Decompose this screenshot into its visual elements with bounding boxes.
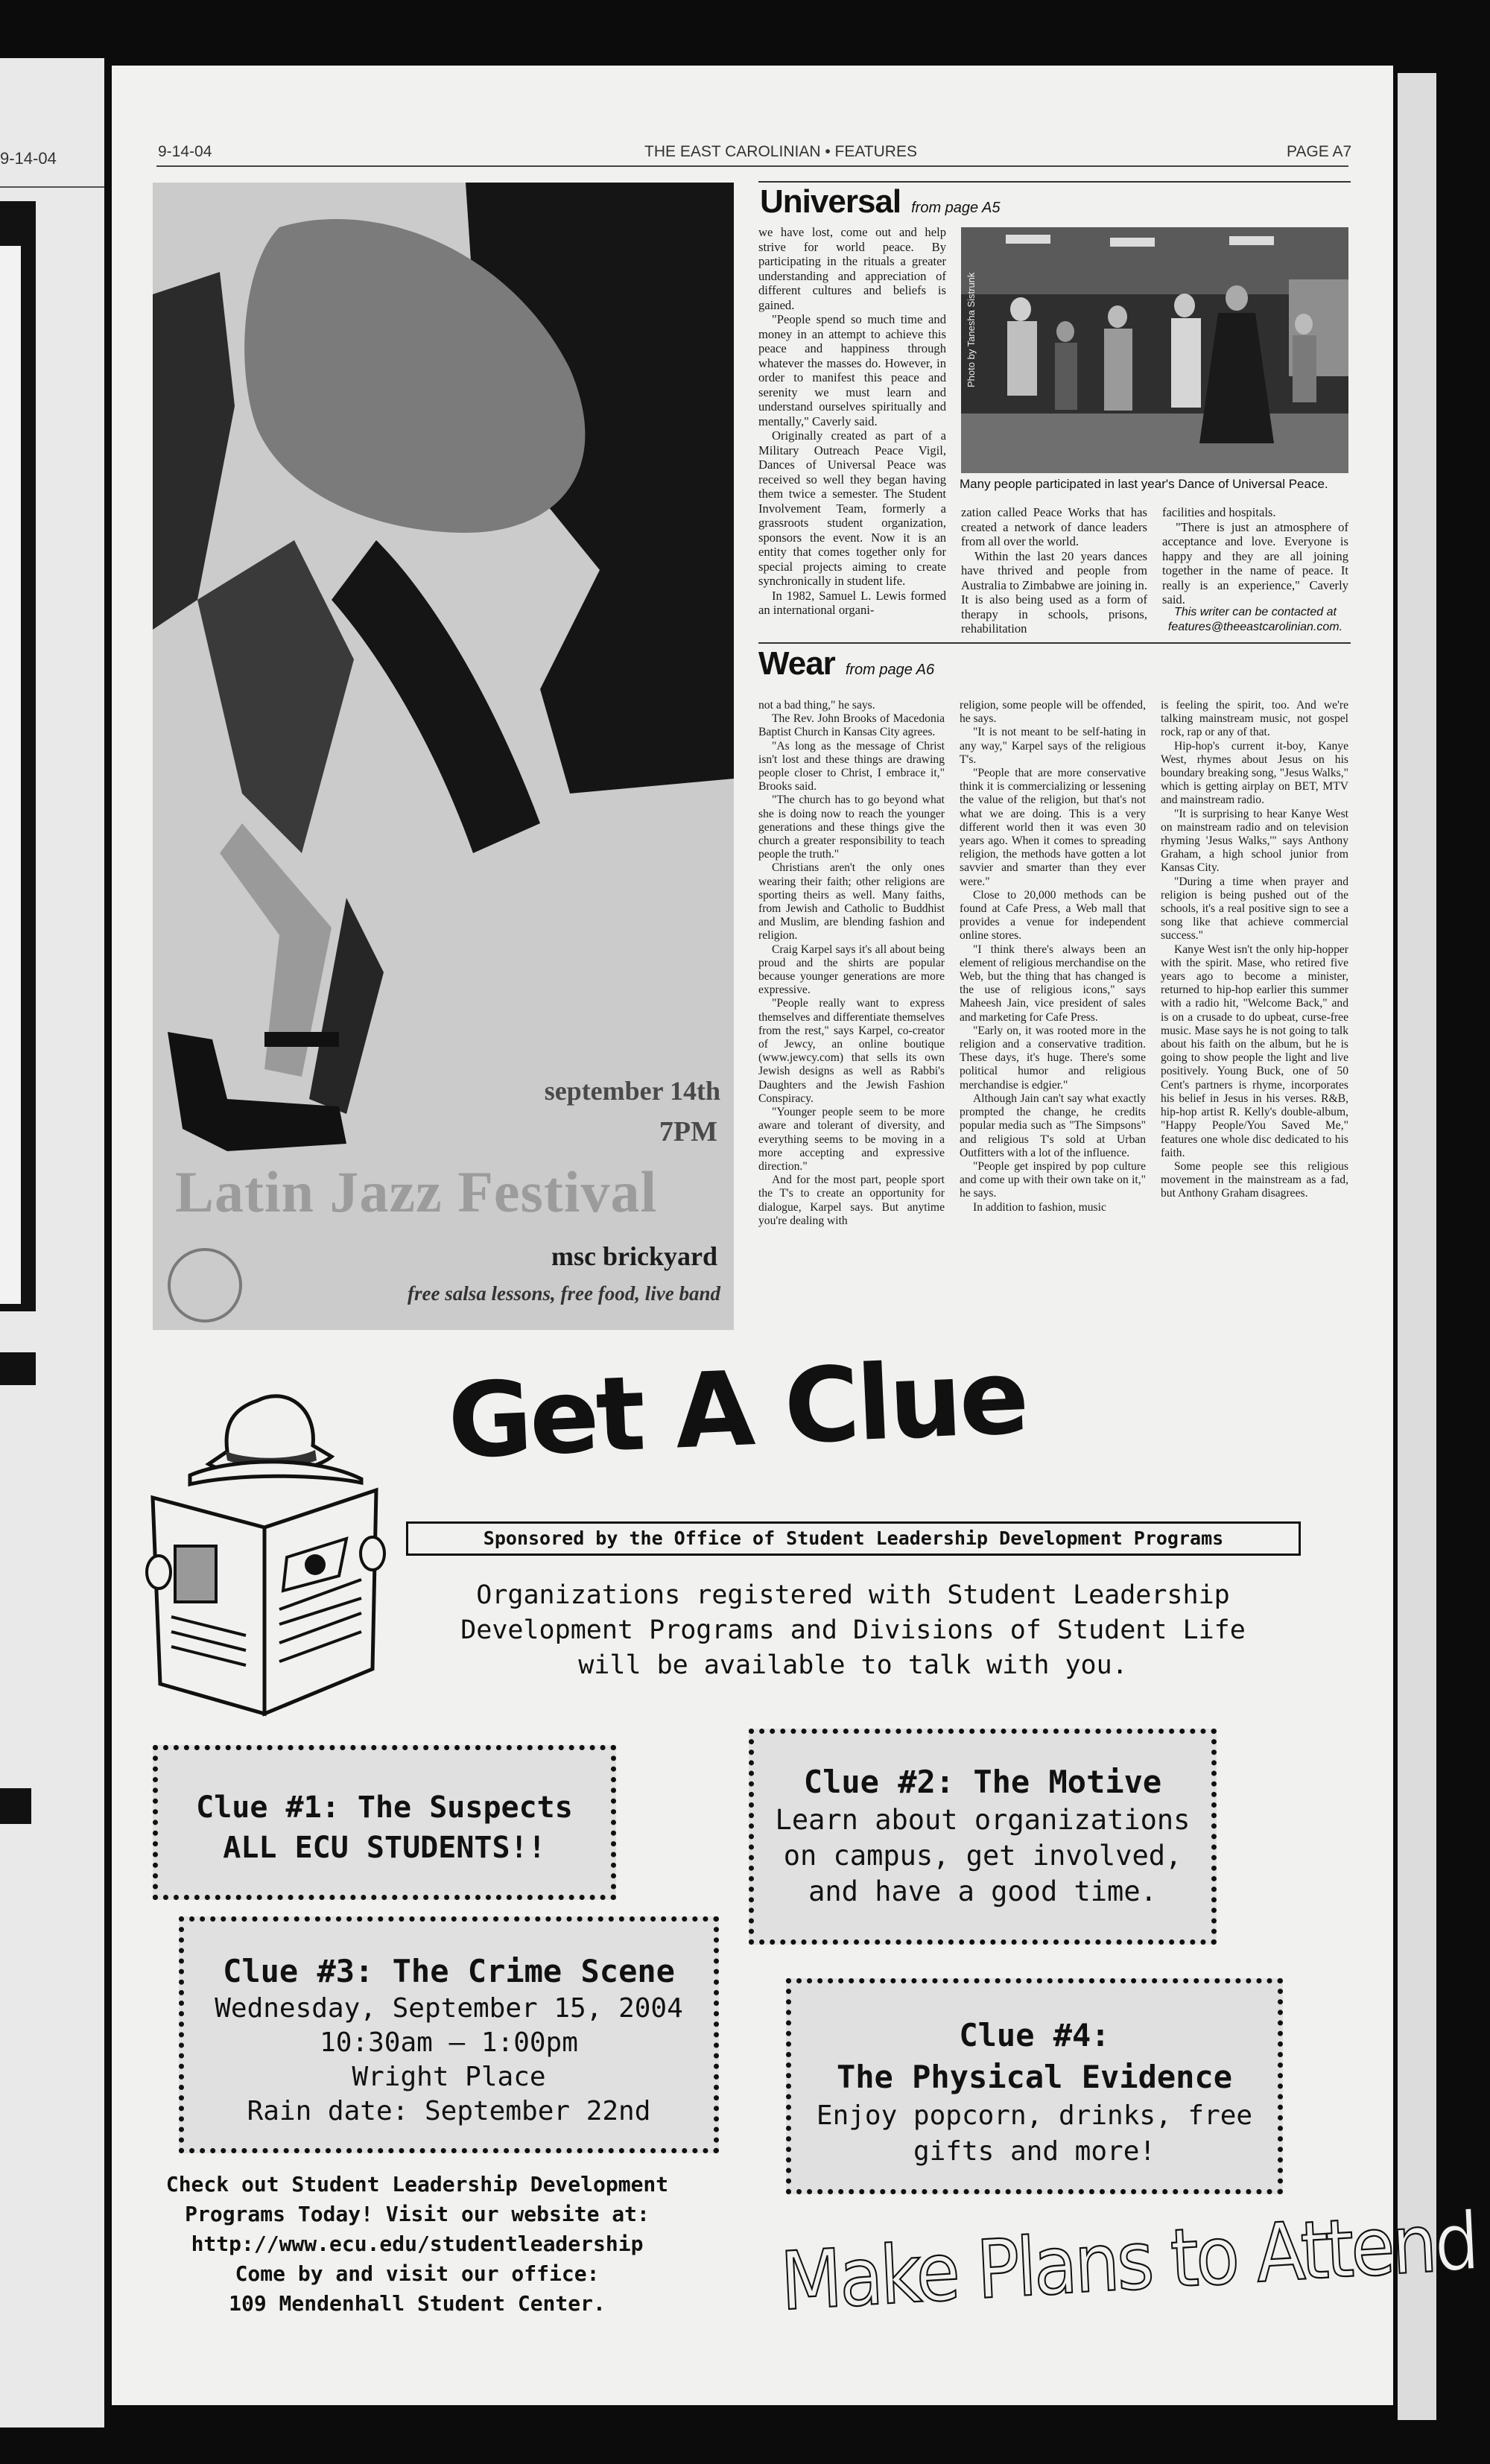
photo-caption: Many people participated in last year's Dance of Universal Peace.	[960, 477, 1328, 491]
facing-page-rule	[0, 186, 104, 188]
header-publication: THE EAST CAROLINIAN • FEATURES	[644, 143, 917, 160]
paragraph: religion, some people will be offended, he says.	[960, 699, 1146, 726]
ad-intro-line: will be available to talk with you.	[578, 1650, 1128, 1680]
header-rule	[156, 165, 1348, 167]
page-edge	[1398, 73, 1436, 2420]
clue-3-box	[179, 1916, 719, 2153]
paragraph: we have lost, come out and help strive for world peace. By participating in the rituals a greater understanding and appreciation of different cultures and beliefs is gained.	[758, 225, 946, 312]
paragraph: Originally created as part of a Military Outreach Peace Vigil, Dances of Universal Peace was received so well they began having them twice a semester. The Student Involvement Team, formerly a grassroots student organization, sponsors the event. Now it is an entity that comes together only for special projects aiming to create synchronically in student life.	[758, 428, 946, 588]
wear-headline	[758, 645, 934, 682]
ad-intro-line: Organizations registered with Student Leadership	[476, 1580, 1230, 1610]
ad-footer	[149, 2170, 685, 2319]
dancer-illustration	[153, 183, 734, 1330]
paragraph: "It is surprising to hear Kanye West on mainstream radio and on television rhyming 'Jesus Walks,'" says Anthony Graham, a high school junior from Kansas City.	[1161, 807, 1348, 875]
clue-3-line: Rain date: September 22nd	[247, 2096, 651, 2126]
poster-time: 7PM	[659, 1116, 717, 1147]
paragraph: "Early on, it was rooted more in the religion and a conservative tradition. These days, it's huge. There's some political humor and religious merchandise is edgier."	[960, 1024, 1146, 1092]
paragraph: facilities and hospitals.	[1162, 505, 1276, 519]
paragraph: not a bad thing," he says.	[758, 699, 875, 712]
facing-page-block	[0, 1352, 36, 1385]
latin-jazz-poster	[153, 183, 734, 1330]
paragraph: zation called Peace Works that has created a network of dance leaders from all over the world.	[961, 505, 1147, 548]
dance-photo-image	[961, 227, 1348, 473]
clue-4-box	[786, 1978, 1283, 2194]
facing-page-date: 9-14-04	[0, 149, 57, 168]
paragraph: In 1982, Samuel L. Lewis formed an international organi-	[758, 588, 946, 617]
clue-1-box	[153, 1745, 616, 1900]
clue-2-line: and have a good time.	[808, 1875, 1157, 1907]
clue-1-text: ALL ECU STUDENTS!!	[223, 1831, 546, 1865]
clue-4-line: gifts and more!	[913, 2136, 1156, 2167]
paragraph: "People really want to express themselves and differentiate themselves from the rest," says Karpel, co-creator of Jewcy, an online boutique (www.jewcy.com) that sells its own Jewish designs as well as Rabbi's Daughters and the Jewish Fashion Conspiracy.	[758, 997, 945, 1105]
paragraph: Although Jain can't say what exactly prompted the change, he credits popular media such as "The Simpsons" and religious T's sold at Urban Outfitters with a lot of the influence.	[960, 1092, 1146, 1159]
paragraph: Some people see this religious movement in the mainstream as a fad, but Anthony Graham disagrees.	[1161, 1159, 1348, 1200]
wear-col-2	[960, 699, 1146, 1214]
paragraph: is feeling the spirit, too. And we're talking mainstream music, not gospel rock, rap or any of that.	[1161, 699, 1348, 739]
wear-col-1	[758, 699, 945, 1228]
poster-venue: msc brickyard	[551, 1241, 717, 1271]
paragraph: "During a time when prayer and religion is being pushed out of the schools, it's a real positive sign to see a song like that achieve commercial success."	[1161, 875, 1348, 943]
facing-page-block	[0, 1788, 31, 1824]
universal-col-2	[961, 505, 1147, 636]
ad-intro	[358, 1578, 1348, 1683]
ad-footer-line: Programs Today! Visit our website at:	[185, 2202, 650, 2226]
clue-4-title: Clue #4:	[959, 2017, 1110, 2053]
clue-2-line: Learn about organizations	[775, 1804, 1191, 1836]
clue-4-subtitle: The Physical Evidence	[836, 2059, 1232, 2095]
ad-footer-line: 109 Mendenhall Student Center.	[229, 2291, 606, 2316]
paragraph: "The church has to go beyond what she is doing now to reach the younger generations and these things give the church a greater responsibility to teach people the truth."	[758, 794, 945, 861]
ad-footer-line: Check out Student Leadership Development	[165, 2172, 669, 2197]
clue-4-line: Enjoy popcorn, drinks, free	[816, 2100, 1253, 2131]
paragraph: And for the most part, people sport the T's to create an opportunity for dialogue, Karpel says. But anytime you're dealing with	[758, 1174, 945, 1227]
paragraph: "It is not meant to be self-hating in any way," Karpel says of the religious T's.	[960, 726, 1146, 766]
paragraph: Hip-hop's current it-boy, Kanye West, rhymes about Jesus on his boundary breaking song, "Jesus Walks," which is getting airplay on BET, MTV and mainstream radio.	[1161, 739, 1348, 807]
paragraph: Christians aren't the only ones wearing their faith; other religions are sporting theirs as well. Many faiths, from Jewish and Catholic to Buddhist and Muslim, are blending fashion and religion.	[758, 861, 945, 943]
wear-top-rule	[758, 642, 1351, 644]
photo-credit: Photo by Tanesha Sistrunk	[966, 272, 977, 387]
ad-sponsor-banner: Sponsored by the Office of Student Leadership Development Programs	[406, 1521, 1301, 1556]
clue-3-title: Clue #3: The Crime Scene	[223, 1953, 675, 1989]
ad-intro-line: Development Programs and Divisions of Student Life	[460, 1615, 1246, 1645]
paragraph: "People spend so much time and money in an attempt to achieve this peace and happiness through whatever the masses do. However, in order to manifest this peace and serenity we must learn and understand ourselves spiritually and mentally," Caverly said.	[758, 312, 946, 428]
universal-top-rule	[758, 181, 1351, 183]
wear-title: Wear	[758, 645, 835, 682]
universal-title: Universal	[760, 183, 901, 220]
facing-page-panel	[0, 246, 21, 1304]
paragraph: "People get inspired by pop culture and come up with their own take on it," he says.	[960, 1159, 1146, 1200]
paragraph: Kanye West isn't the only hip-hopper with the spirit. Mase, who retired five years ago to become a minister, returned to hip-hop earlier this summer with a radio hit, "Welcome Back," and is on a crusade to do upbeat, curse-free music. Mase says he is not going to talk about his faith on the album, but he is going to show people the light and live positively. Young Buck, one of 50 Cent's partners is rhyme, incorporates his belief in Jesus in his verses. R&B, hip-hop artist R. Kelly's double-album, "Happy People/You Saved Me," features one whole disc dedicated to his faith.	[1161, 943, 1348, 1159]
make-plans-to-attend: Make Plans to Attend	[779, 2194, 1479, 2329]
ad-title: Get A Clue	[446, 1337, 1029, 1482]
paragraph: In addition to fashion, music	[973, 1200, 1106, 1214]
clue-2-box	[749, 1729, 1217, 1945]
paragraph: "People that are more conservative think it is commercializing or lessening the value of the religion, but that's not what we are doing. This is a very different world then it was even 30 years ago. When it comes to spreading religion, the methods have gotten a lot savvier and smarter than they ever were."	[960, 767, 1146, 888]
universal-col-3	[1162, 505, 1348, 607]
ad-footer-line: Come by and visit our office:	[235, 2261, 600, 2286]
poster-tagline: free salsa lessons, free food, live band	[408, 1282, 720, 1305]
dance-photo	[961, 227, 1348, 473]
paragraph: "I think there's always been an element of religious merchandise on the Web, but the thing that has changed is the use of religious icons," says Maheesh Jain, vice president of sales and marketing for Cafe Press.	[960, 943, 1146, 1024]
ad-footer-website: http://www.ecu.edu/studentleadership	[191, 2232, 644, 2256]
paragraph: "There is just an atmosphere of acceptance and love. Everyone is happy and they are all joining together in the name of peace. It really is an experience," Caverly said.	[1162, 519, 1348, 607]
paragraph: The Rev. John Brooks of Macedonia Baptist Church in Kansas City agrees.	[758, 712, 945, 739]
universal-jump: from page A5	[911, 200, 1001, 216]
detective-reading-newspaper-icon	[145, 1386, 391, 1729]
universal-headline	[760, 183, 1000, 221]
paragraph: Craig Karpel says it's all about being proud and the shirts are popular because younger generations are more expressive.	[758, 943, 945, 997]
paragraph: Within the last 20 years dances have thrived and people from Australia to Zimbabwe are joining in. It is also being used as a form of therapy in schools, prisons, rehabilitation	[961, 548, 1147, 636]
clue-3-line: Wednesday, September 15, 2004	[215, 1993, 683, 2024]
wear-jump: from page A6	[845, 662, 935, 678]
paragraph: "As long as the message of Christ isn't lost and these things are drawing people closer to Christ, I embrace it," Brooks said.	[758, 739, 945, 794]
clue-1-title: Clue #1: The Suspects	[196, 1790, 573, 1825]
header-date: 9-14-04	[158, 143, 212, 160]
paragraph: Close to 20,000 methods can be found at Cafe Press, a Web mall that provides a venue for independent online stores.	[960, 888, 1146, 943]
universal-col-1	[758, 225, 946, 618]
paragraph: "Younger people seem to be more aware and tolerant of diversity, and everything seems to be moving in a more accepting and expressive direction."	[758, 1106, 945, 1173]
contact-line: This writer can be contacted at features@theeastcarolinian.com.	[1167, 606, 1343, 633]
poster-date: september 14th	[544, 1076, 720, 1106]
clue-3-line: Wright Place	[352, 2062, 546, 2092]
clue-2-title: Clue #2: The Motive	[803, 1764, 1162, 1800]
poster-title: Latin Jazz Festival	[175, 1159, 658, 1224]
wear-col-3	[1161, 699, 1348, 1201]
header-page-number: PAGE A7	[1287, 143, 1352, 160]
clue-2-line: on campus, get involved,	[783, 1840, 1182, 1872]
clue-3-line: 10:30am – 1:00pm	[320, 2027, 578, 2058]
